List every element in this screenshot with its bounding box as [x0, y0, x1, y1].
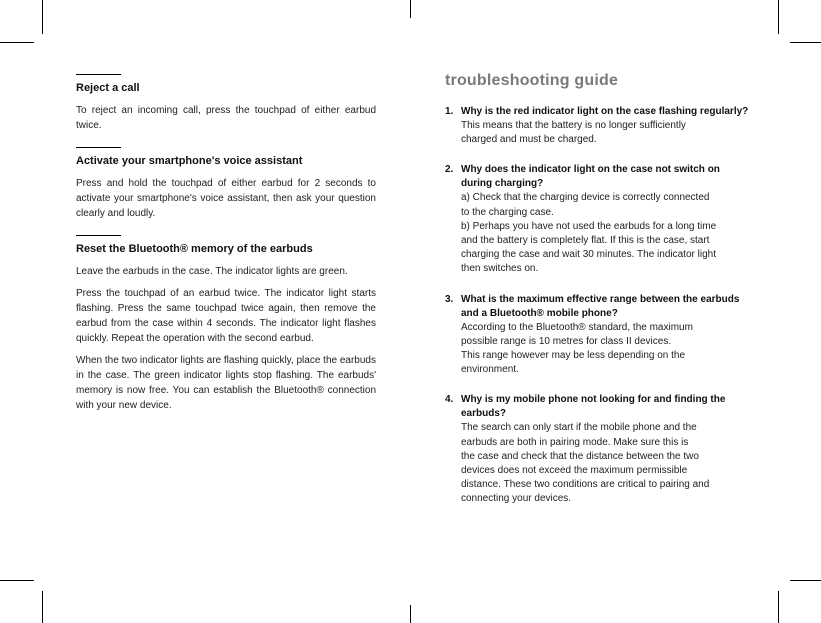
faq-item-2 — [445, 163, 750, 276]
faq-answer-line: This range however may be less depending on the — [461, 350, 686, 362]
troubleshooting-column — [445, 72, 750, 523]
section-rule — [76, 147, 121, 148]
faq-number: 2. — [445, 164, 454, 176]
page-title: troubleshooting guide — [445, 72, 619, 89]
faq-answer-line: b) Perhaps you have not used the earbuds for a long time — [461, 220, 717, 232]
faq-answer-line: earbuds are both in pairing mode. Make sure this is — [461, 436, 689, 448]
faq-item-3 — [445, 293, 750, 378]
faq-answer-line: This means that the battery is no longer sufficiently — [461, 120, 686, 131]
crop-mark-top-right — [778, 0, 779, 34]
crop-mark-bottom-right — [778, 591, 779, 623]
faq-answer-line: environment. — [461, 364, 519, 376]
crop-mark-bottom-left — [42, 591, 43, 623]
faq-item-1 — [445, 105, 750, 147]
crop-mark-left-bottom — [0, 580, 34, 581]
faq-answer-line: possible range is 10 metres for class II devices. — [461, 335, 672, 347]
section-title: Activate your smartphone's voice assistant — [76, 155, 303, 167]
section-title: Reject a call — [76, 82, 140, 94]
paragraph: Leave the earbuds in the case. The indicator lights are green. — [76, 266, 348, 277]
faq-question: Why is the red indicator light on the case flashing regularly? — [461, 106, 749, 117]
section-rule — [76, 235, 121, 236]
faq-answer-line: and the battery is completely flat. If this is the case, start — [461, 235, 710, 247]
section-title: Reset the Bluetooth® memory of the earbuds — [76, 243, 313, 255]
faq-answer-line: charging the case and wait 30 minutes. The indicator light — [461, 249, 716, 261]
faq-number: 1. — [445, 106, 454, 117]
faq-item-4 — [445, 393, 750, 506]
crop-mark-right-top — [790, 42, 821, 43]
section-reset-memory — [76, 235, 376, 413]
faq-answer-line: connecting your devices. — [461, 493, 572, 505]
crop-mark-top-center — [410, 0, 411, 18]
crop-mark-left-top — [0, 42, 34, 43]
faq-answer-line: The search can only start if the mobile phone and the — [461, 422, 697, 434]
faq-answer-line: According to the Bluetooth® standard, the maximum — [461, 321, 693, 333]
faq-question: Why does the indicator light on the case not switch on during charging? — [461, 164, 720, 190]
paragraph: Press the touchpad of an earbud twice. The indicator light starts flashing. Press the same touchpad twice again, then remove the earbud from the case within 4 seconds. The indicator light flashes quickly. Repeat the operation with the second earbud. — [76, 288, 376, 344]
faq-answer-line: to the charging case. — [461, 206, 554, 218]
faq-answer-line: a) Check that the charging device is correctly connected — [461, 192, 710, 204]
crop-mark-top-left — [42, 0, 43, 34]
crop-mark-right-bottom — [790, 580, 821, 581]
faq-question: What is the maximum effective range between the earbuds and a Bluetooth® mobile phone? — [461, 293, 740, 319]
section-rule — [76, 74, 121, 75]
faq-answer-line: then switches on. — [461, 263, 539, 275]
faq-answer-line: charged and must be charged. — [461, 134, 597, 146]
paragraph: Press and hold the touchpad of either earbud for 2 seconds to activate your smartphone's voice assistant, then ask your question clearly and loudly. — [76, 178, 376, 219]
section-reject-call — [76, 74, 376, 133]
faq-answer-line: the case and check that the distance between the two — [461, 450, 699, 462]
faq-question: Why is my mobile phone not looking for and finding the earbuds? — [461, 394, 726, 420]
faq-answer-line: distance. These two conditions are critical to pairing and — [461, 479, 710, 491]
faq-number: 3. — [445, 293, 454, 305]
paragraph: When the two indicator lights are flashing quickly, place the earbuds in the case. The green indicator lights stop flashing. The earbuds' memory is now free. You can establish the Bluetooth® connection with your new device. — [76, 355, 376, 411]
crop-mark-bottom-center — [410, 605, 411, 623]
faq-answer-line: devices does not exceed the maximum permissible — [461, 465, 688, 477]
paragraph: To reject an incoming call, press the touchpad of either earbud twice. — [76, 105, 376, 131]
faq-number: 4. — [445, 394, 454, 406]
left-column — [76, 74, 376, 427]
section-voice-assistant — [76, 147, 376, 221]
